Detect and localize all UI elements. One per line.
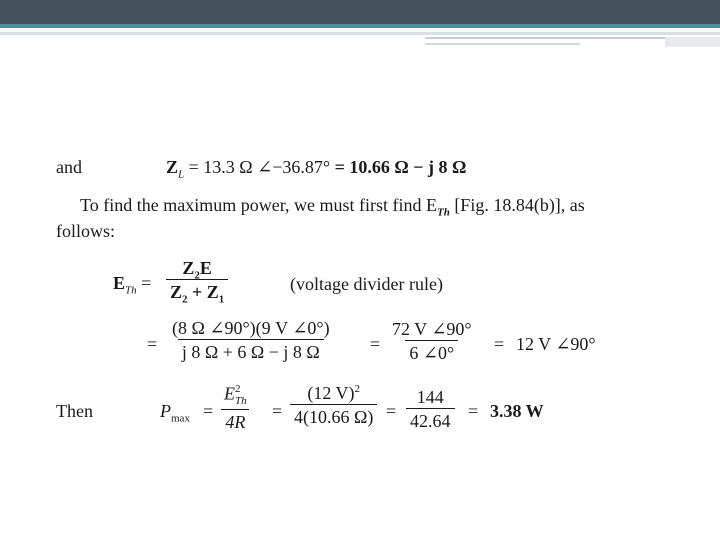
e-symbol: E — [224, 383, 235, 404]
eth-symbol: E — [113, 273, 126, 293]
equals-sign: = — [334, 157, 345, 177]
fraction-denominator: 4R — [221, 409, 249, 431]
subscript: Th — [235, 394, 247, 407]
slide-decor-line — [425, 43, 580, 45]
fraction-numerator — [303, 384, 364, 404]
fraction-denominator: 42.64 — [406, 408, 455, 430]
paragraph-line-1 — [80, 195, 585, 219]
and-label: and — [56, 157, 82, 177]
equals-sign: = — [370, 334, 381, 354]
paragraph-text: To find the maximum power, we must first find E — [80, 195, 437, 215]
calc-fraction-1 — [168, 319, 334, 361]
subscript: 2 — [194, 269, 200, 282]
paragraph-text-tail: [Fig. 18.84(b)], as — [449, 195, 585, 215]
equals-sign: = — [141, 273, 152, 293]
slide-top-bar — [0, 0, 720, 26]
pmax-fraction-1 — [220, 384, 251, 431]
eth-lhs — [113, 273, 152, 297]
fraction-denominator — [166, 279, 228, 306]
equals-sign: = — [494, 334, 505, 354]
voltage-divider-fraction — [166, 258, 228, 306]
script-stack — [235, 384, 247, 407]
voltage-divider-note: (voltage divider rule) — [290, 274, 443, 294]
eth-subscript: Th — [125, 284, 137, 297]
zl-symbol: Z — [166, 157, 179, 177]
zl-expression — [166, 157, 467, 181]
equals-sign: = — [188, 157, 199, 177]
e-symbol: E — [199, 258, 212, 278]
fraction-denominator: j 8 Ω + 6 Ω − j 8 Ω — [178, 339, 324, 361]
zl-polar-value: 13.3 Ω ∠−36.87° — [203, 157, 331, 177]
subscript: 1 — [218, 293, 225, 306]
fraction-numerator: (8 Ω ∠90°)(9 V ∠0°) — [172, 318, 330, 338]
eth-subscript: Th — [436, 206, 450, 219]
equals-sign: = — [147, 334, 158, 354]
z-symbol: Z — [170, 282, 183, 302]
pmax-lhs — [160, 401, 190, 425]
numerator-text: (12 V) — [307, 383, 355, 403]
p-symbol: P — [160, 401, 171, 421]
superscript: 2 — [235, 383, 241, 395]
pmax-fraction-2 — [290, 384, 377, 426]
eth-result: 12 V ∠90° — [516, 334, 596, 354]
pmax-result: 3.38 W — [490, 401, 544, 421]
plus-z-symbol: + Z — [187, 282, 219, 302]
superscript: 2 — [354, 383, 361, 395]
calc-fraction-2 — [388, 320, 476, 362]
equals-sign: = — [468, 401, 479, 421]
fraction-numerator: 144 — [416, 387, 444, 407]
equals-sign: = — [272, 401, 283, 421]
zl-subscript: L — [178, 168, 185, 181]
subscript: max — [171, 412, 190, 425]
paragraph-line-2: follows: — [56, 221, 116, 241]
subscript: 2 — [182, 293, 188, 306]
then-label: Then — [56, 401, 93, 421]
pmax-fraction-3 — [406, 388, 455, 430]
fraction-numerator: 72 V ∠90° — [392, 319, 472, 339]
slide-decor-block — [665, 37, 720, 47]
slide-accent-bar — [0, 24, 720, 28]
fraction-denominator: 4(10.66 Ω) — [290, 404, 377, 426]
fraction-numerator — [220, 384, 251, 409]
slide-decor-line — [0, 32, 720, 35]
equals-sign: = — [386, 401, 397, 421]
fraction-numerator — [178, 258, 216, 282]
fraction-denominator: 6 ∠0° — [405, 340, 458, 362]
zl-rect-value: 10.66 Ω − j 8 Ω — [349, 157, 467, 177]
z-symbol: Z — [182, 258, 195, 278]
equals-sign: = — [203, 401, 214, 421]
